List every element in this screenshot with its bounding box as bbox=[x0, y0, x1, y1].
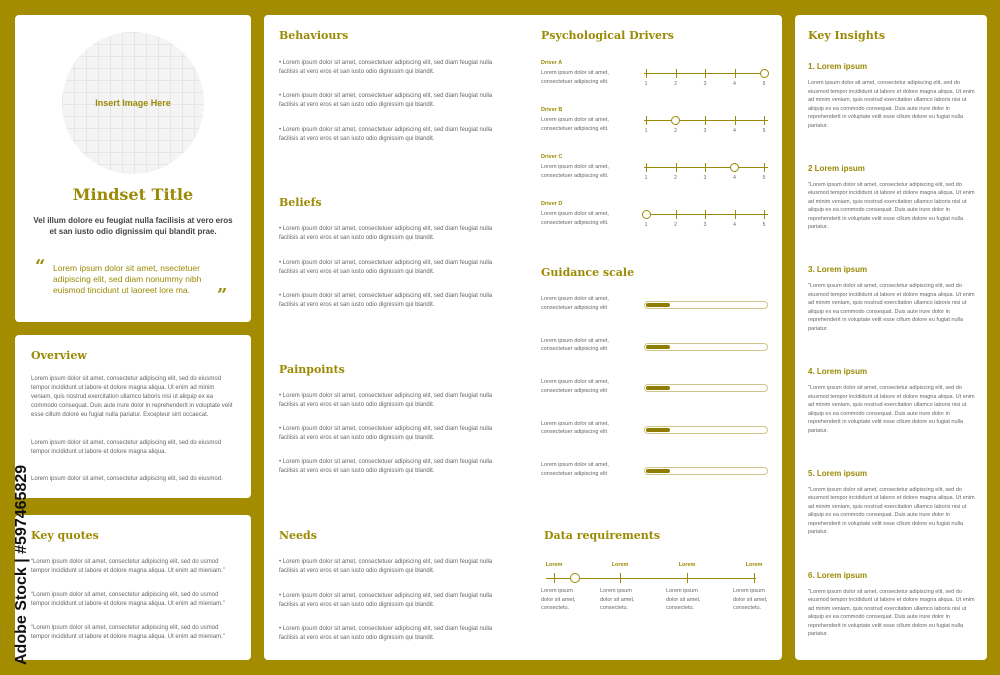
belief-item: • Lorem ipsum dolor sit amet, consectetuer adipiscing elit, sed diam feugiat nulla facilisis at vero eros et san iusto odio dignissim qui blandit. bbox=[279, 226, 493, 241]
driver-description: Lorem ipsum dolor sit amet, consectetuer adipiscing elit. bbox=[541, 117, 609, 132]
driver-scale[interactable] bbox=[644, 208, 768, 228]
data-requirement-tick bbox=[620, 573, 621, 583]
key-insights-heading: Key Insights bbox=[808, 29, 886, 42]
driver-scale[interactable] bbox=[644, 67, 768, 87]
driver-description: Lorem ipsum dolor sit amet, consectetuer adipiscing elit. bbox=[541, 211, 609, 226]
data-requirement-label: Lorem bbox=[611, 562, 629, 568]
overview-paragraph: Lorem ipsum dolor sit amet, consectetur adipiscing elit, sed do eiusmod tempor incididunt ut labore et dolore magna aliqua. Ut enim ad minim veniam, quis nostrud exercitation ullamco laboris nisi ut aliquip ex ea commodo consequat. Duis aute irure dolor in reprehenderit in voluptate velit esse cillum dolore eu fugiat nulla pariatur. Excepteur sint occaecat. bbox=[31, 376, 233, 418]
scale-tick bbox=[676, 69, 677, 78]
scale-tick bbox=[764, 116, 765, 125]
behaviour-item: • Lorem ipsum dolor sit amet, consectetuer adipiscing elit, sed diam feugiat nulla facilisis at vero eros et san iusto odio dignissim qui blandit. bbox=[279, 60, 493, 75]
scale-number: 1 bbox=[644, 175, 648, 181]
scale-number: 1 bbox=[644, 128, 648, 134]
painpoint-item: • Lorem ipsum dolor sit amet, consectetuer adipiscing elit, sed diam feugiat nulla facilisis at vero eros et san iusto odio dignissim qui blandit. bbox=[279, 459, 493, 474]
beliefs-heading: Beliefs bbox=[279, 196, 322, 209]
scale-number: 4 bbox=[733, 222, 736, 228]
painpoints-heading: Painpoints bbox=[279, 363, 345, 376]
scale-number: 5 bbox=[762, 175, 766, 181]
insight-title: 4. Lorem ipsum bbox=[808, 367, 868, 377]
guidance-description: Lorem ipsum dolor sit amet, consectetuer adipiscing elit bbox=[541, 296, 609, 311]
scale-tick bbox=[705, 163, 706, 172]
scale-number: 2 bbox=[674, 128, 677, 134]
need-item: • Lorem ipsum dolor sit amet, consectetuer adipiscing elit, sed diam feugiat nulla facilisis at vero eros et san iusto odio dignissim qui blandit. bbox=[279, 626, 493, 641]
needs-heading: Needs bbox=[279, 529, 317, 542]
behaviour-item: • Lorem ipsum dolor sit amet, consectetuer adipiscing elit, sed diam feugiat nulla facilisis at vero eros et san iusto odio dignissim qui blandit. bbox=[279, 93, 493, 108]
quote-open-icon: “ bbox=[35, 256, 46, 277]
data-requirement-text: Lorem ipsum dolor sit amet, consectetu. bbox=[733, 588, 768, 611]
guidance-description: Lorem ipsum dolor sit amet, consectetuer adipiscing elit bbox=[541, 420, 609, 435]
scale-number: 5 bbox=[762, 81, 766, 87]
scale-tick bbox=[764, 210, 765, 219]
guidance-description: Lorem ipsum dolor sit amet, consectetuer adipiscing elit bbox=[541, 337, 609, 352]
driver-marker[interactable] bbox=[760, 69, 769, 78]
painpoint-item: • Lorem ipsum dolor sit amet, consectetuer adipiscing elit, sed diam feugiat nulla facilisis at vero eros et san iusto odio dignissim qui blandit. bbox=[279, 426, 493, 441]
insight-title: 6. Lorem ipsum bbox=[808, 570, 868, 580]
guidance-heading: Guidance scale bbox=[541, 266, 635, 279]
guidance-description: Lorem ipsum dolor sit amet, consectetuer adipiscing elit bbox=[541, 379, 609, 394]
scale-tick bbox=[705, 210, 706, 219]
scale-number: 5 bbox=[762, 128, 766, 134]
scale-number: 3 bbox=[703, 222, 707, 228]
insight-text: "Lorem ipsum dolor sit amet, consectetur adipiscing elit, sed do eiusmod tempor incididunt ut labore et dolore magna aliqua. Ut enim ad minim veniam, quis nostrud exercitation ullamco laboris nisi ut aliquip ex ea commodo consequat. Duis aute irure dolor in reprehenderit in voluptate velit esse cillum dolore eu fugiat nulla pariatur. bbox=[808, 385, 975, 434]
insight-title: 1. Lorem ipsum bbox=[808, 62, 868, 71]
data-requirement-tick bbox=[687, 573, 688, 583]
guidance-bar[interactable] bbox=[644, 343, 768, 351]
scale-number: 2 bbox=[674, 175, 677, 181]
data-requirement-text: Lorem ipsum dolor sit amet, consectetu. bbox=[600, 588, 635, 611]
key-quotes-heading: Key quotes bbox=[31, 529, 99, 542]
image-placeholder-label: Insert Image Here bbox=[95, 98, 171, 108]
data-requirement-label: Lorem bbox=[678, 562, 696, 568]
key-quotes-card bbox=[15, 515, 251, 660]
insight-text: "Lorem ipsum dolor sit amet, consectetur adipiscing elit, sed do eiusmod tempor incididunt ut labore et dolore magna aliqua. Ut enim ad minim veniam, quis nostrud exercitation ullamco laboris nisi ut aliquip ex ea commodo consequat. Duis aute irure dolor in reprehenderit in voluptate velit esse cillum dolore eu fugiat nulla pariatur. bbox=[808, 486, 975, 536]
scale-tick bbox=[764, 163, 765, 172]
scale-number: 2 bbox=[674, 222, 677, 228]
scale-number: 1 bbox=[644, 81, 648, 87]
mindset-title: Mindset Title bbox=[72, 185, 194, 204]
guidance-bar-fill bbox=[646, 428, 670, 432]
painpoint-item: • Lorem ipsum dolor sit amet, consectetuer adipiscing elit, sed diam feugiat nulla facilisis at vero eros et san iusto odio dignissim qui blandit. bbox=[279, 393, 493, 408]
profile-quote: Lorem ipsum dolor sit amet, nsectetuer adipiscing elit, sed diam nonummy nibh euismod tincidunt ut laoreet lore ma. bbox=[53, 263, 202, 295]
scale-line bbox=[644, 167, 768, 168]
scale-tick bbox=[646, 116, 647, 125]
need-item: • Lorem ipsum dolor sit amet, consectetuer adipiscing elit, sed diam feugiat nulla facilisis at vero eros et san iusto odio dignissim qui blandit. bbox=[279, 593, 493, 608]
scale-number: 3 bbox=[703, 128, 707, 134]
guidance-bar-fill bbox=[646, 303, 670, 307]
scale-tick bbox=[705, 116, 706, 125]
scale-number: 4 bbox=[733, 81, 736, 87]
key-quote-item: “Lorem ipsum dolor sit amet, consectetur adipiscing elit, sed do usmod tempor incididunt ut labore et dolore magna aliqua. Ut enim ad mieniam.” bbox=[31, 625, 225, 640]
scale-line bbox=[644, 73, 768, 74]
scale-tick bbox=[735, 69, 736, 78]
guidance-bar[interactable] bbox=[644, 426, 768, 434]
data-requirement-text: Lorem ipsum dolor sit amet, consectetu. bbox=[541, 588, 576, 611]
scale-number: 1 bbox=[644, 222, 648, 228]
guidance-bar-fill bbox=[646, 345, 670, 349]
scale-number: 2 bbox=[674, 81, 677, 87]
belief-item: • Lorem ipsum dolor sit amet, consectetuer adipiscing elit, sed diam feugiat nulla facilisis at vero eros et san iusto odio dignissim qui blandit. bbox=[279, 260, 493, 275]
key-quote-item: “Lorem ipsum dolor sit amet, consectetur adipiscing elit, sed do usmod tempor incididunt ut labore et dolore magna aliqua. Ut enim ad mieniam.” bbox=[31, 592, 225, 607]
insight-text: Lorem ipsum dolor sit amet, consectetur adipiscing elit, sed do eiusmod tempor incididunt ut labore et dolore magna aliqua. Ut enim ad minim veniam, quis nostrud exercitation ullamco laboris nisi ut aliquip ex ea commodo consequat. Duis aute irure dolor in reprehenderit in voluptate velit esse cillum dolore eu fugiat nulla pariatur. bbox=[808, 80, 975, 129]
guidance-bar-fill bbox=[646, 469, 670, 473]
profile-card bbox=[15, 15, 251, 322]
overview-card bbox=[15, 335, 251, 498]
stock-watermark bbox=[13, 435, 35, 665]
driver-description: Lorem ipsum dolor sit amet, consectetuer adipiscing elit. bbox=[541, 70, 609, 85]
driver-marker[interactable] bbox=[730, 163, 739, 172]
overview-heading: Overview bbox=[31, 349, 87, 362]
scale-tick bbox=[735, 116, 736, 125]
guidance-bar[interactable] bbox=[644, 301, 768, 309]
scale-number: 3 bbox=[703, 81, 707, 87]
scale-line bbox=[644, 214, 768, 215]
scale-tick bbox=[646, 163, 647, 172]
scale-number: 4 bbox=[733, 175, 736, 181]
scale-tick bbox=[705, 69, 706, 78]
data-requirements-heading: Data requirements bbox=[544, 529, 661, 542]
data-requirement-label: Lorem bbox=[545, 562, 563, 568]
scale-tick bbox=[676, 163, 677, 172]
data-requirements-marker[interactable] bbox=[570, 573, 580, 583]
driver-scale[interactable] bbox=[644, 161, 768, 181]
data-requirement-label: Lorem bbox=[745, 562, 763, 568]
key-insights-card bbox=[795, 15, 987, 660]
insight-text: "Lorem ipsum dolor sit amet, consectetur adipiscing elit, sed do eiusmod tempor incididunt ut labore et dolore magna aliqua. Ut enim ad minim veniam, quis nostrud exercitation ullamco laboris nisi ut aliquip ex ea commodo consequat. Duis aute irure dolor in reprehenderit in voluptate velit esse cillum dolore eu fugiat nulla pariatur. bbox=[808, 283, 975, 332]
watermark-text: Adobe Stock | #597465829 bbox=[13, 464, 30, 665]
insight-title: 3. Lorem ipsum bbox=[808, 265, 868, 275]
scale-tick bbox=[676, 210, 677, 219]
guidance-bar-fill bbox=[646, 386, 670, 390]
insight-title: 5. Lorem ipsum bbox=[808, 468, 868, 478]
belief-item: • Lorem ipsum dolor sit amet, consectetuer adipiscing elit, sed diam feugiat nulla facilisis at vero eros et san iusto odio dignissim qui blandit. bbox=[279, 293, 493, 308]
driver-label: Driver A bbox=[541, 60, 563, 66]
scale-tick bbox=[735, 210, 736, 219]
driver-label: Driver D bbox=[541, 201, 563, 207]
quote-close-icon: ” bbox=[217, 285, 228, 306]
overview-paragraph: Lorem ipsum dolor sit amet, consectetur adipiscing elit, sed do eiusmod. bbox=[31, 476, 223, 482]
drivers-heading: Psychological Drivers bbox=[541, 29, 674, 42]
data-requirement-tick bbox=[754, 573, 755, 583]
driver-label: Driver B bbox=[541, 107, 563, 113]
driver-description: Lorem ipsum dolor sit amet, consectetuer adipiscing elit. bbox=[541, 164, 609, 179]
scale-number: 5 bbox=[762, 222, 766, 228]
behaviour-item: • Lorem ipsum dolor sit amet, consectetuer adipiscing elit, sed diam feugiat nulla facilisis at vero eros et san iusto odio dignissim qui blandit. bbox=[279, 127, 493, 142]
key-quote-item: “Lorem ipsum dolor sit amet, consectetur adipiscing elit, sed do usmod tempor incididunt ut labore et dolore magna aliqua. Ut enim ad mieniam.” bbox=[31, 559, 225, 574]
driver-scale[interactable] bbox=[644, 114, 768, 134]
image-placeholder[interactable] bbox=[62, 32, 204, 174]
scale-tick bbox=[646, 69, 647, 78]
mindset-subtitle: Vel illum dolore eu feugiat nulla facilisis at vero eros et san iusto odio dignissim qui blandit prae. bbox=[33, 216, 233, 236]
behaviours-heading: Behaviours bbox=[279, 29, 349, 42]
middle-panel bbox=[264, 15, 782, 660]
need-item: • Lorem ipsum dolor sit amet, consectetuer adipiscing elit, sed diam feugiat nulla facilisis at vero eros et san iusto odio dignissim qui blandit. bbox=[279, 559, 493, 574]
insight-text: "Lorem ipsum dolor sit amet, consectetur adipiscing elit, sed do eiusmod tempor incididunt ut labore et dolore magna aliqua. Ut enim ad minim veniam, quis nostrud exercitation ullamco laboris nisi ut aliquip ex ea commodo consequat. Duis aute irure dolor in reprehenderit in voluptate velit esse cillum dolore eu fugiat nulla pariatur. bbox=[808, 588, 975, 637]
scale-number: 3 bbox=[703, 175, 707, 181]
data-requirement-tick bbox=[554, 573, 555, 583]
insight-text: "Lorem ipsum dolor sit amet, consectetur adipiscing elit, sed do eiusmod tempor incididunt ut labore et dolore magna aliqua. Ut enim ad minim veniam, quis nostrud exercitation ullamco laboris nisi ut aliquip ex ea commodo consequat. Duis aute irure dolor in reprehenderit in voluptate velit esse cillum dolore eu fugiat nulla pariatur. bbox=[808, 181, 975, 231]
driver-label: Driver C bbox=[541, 154, 563, 160]
overview-paragraph: Lorem ipsum dolor sit amet, consectetur adipiscing elit, sed do eiusmod tempor incididunt ut labore et dolore magna aliqua. bbox=[31, 440, 222, 455]
guidance-description: Lorem ipsum dolor sit amet, consectetuer adipiscing elit bbox=[541, 462, 609, 477]
insight-title: 2 Lorem ipsum bbox=[808, 163, 865, 173]
scale-line bbox=[644, 120, 768, 121]
driver-marker[interactable] bbox=[642, 210, 651, 219]
scale-number: 4 bbox=[733, 128, 736, 134]
data-requirement-text: Lorem ipsum dolor sit amet, consectetu. bbox=[666, 588, 701, 611]
guidance-bar[interactable] bbox=[644, 467, 768, 475]
driver-marker[interactable] bbox=[671, 116, 680, 125]
guidance-bar[interactable] bbox=[644, 384, 768, 392]
